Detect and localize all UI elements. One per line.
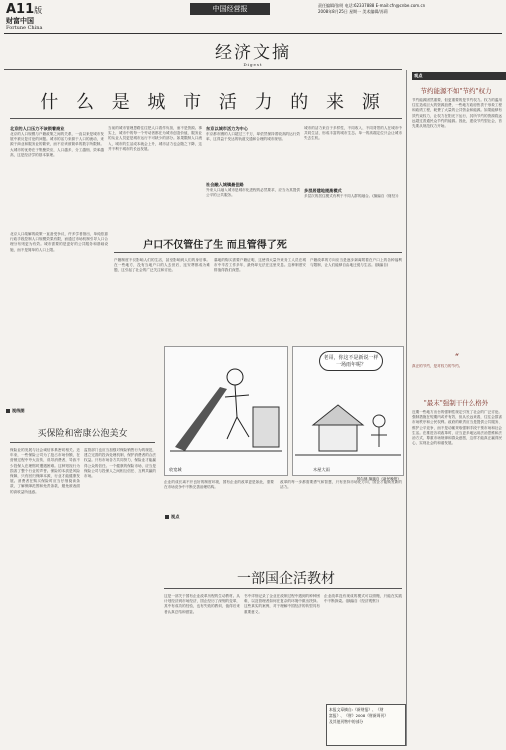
body-text: 改革的每一步都需要勇气和智慧，只有坚持市场化方向，国企才能焕发新的活力。: [280, 480, 402, 490]
body-text: 户籍改革的方向应当是逐步剥离附着在户口上的各种福利与限制，让人们能够自由地迁徙与生活。(摘编自): [310, 258, 402, 268]
body-text: 近期一些地方出台的强制性规定引发了社会的广泛讨论。强制措施在短期内或许有效，但从长远来看，往往会损害市场秩序和公民权利。政府的职责应当是提供公共服务、维护公平竞争，而不是动辄采取强制手段干预市场和社会生活。在推进各项改革时，应当更多地运用法治思维和法治方式，尊重市场规律和群众意愿，这样才能真正赢得民心，实现社会的和谐发展。: [412, 410, 502, 446]
headline-rule: [164, 588, 402, 589]
body-text: 节约能源固然重要，但更重要的是节约权力。权力的滥用往往造成巨大的资源浪费，一些地方政府热衷于形象工程和政绩工程，耗费了大量的公共资金和能源。如果能够有效约束权力，让权力在阳光下运行，其所节约的资源将远远超过普通民众节约的能源。因此，建设节约型社会，首先要从规范权力开始。: [412, 98, 502, 129]
cartoon-caption: 木屋大雨: [313, 467, 330, 472]
article2-headline: 户口不仅管住了生 而且管得了死: [143, 240, 287, 251]
body-text: 城市的活力来自于多样性，不同收入、不同背景的人在城市中共同生活，形成丰富的城市生态。单一的高端定位只会让城市失去生机。: [304, 126, 402, 141]
article2-col3: [310, 258, 402, 340]
body-text: 户籍制度不仅影响人们的生活，甚至影响到人们的身后事。在一些地方，没有当地户口的人去世后，连安葬都成为难题，这引起了社会的广泛关注和讨论。: [114, 258, 210, 273]
article1-col2: [108, 126, 202, 226]
sidebar-quote-mark: “: [454, 352, 460, 361]
info-line: 及其他刊物中的部分: [329, 719, 364, 724]
cartoon-left: [164, 346, 288, 476]
article1-subhead: 东京以城市活力为中心: [206, 126, 248, 131]
contact-line: 责任编辑/张明 电话:62337888 E-mail:cfn@cnbe.com.cn: [318, 3, 426, 8]
section-name-en: Fortune China: [6, 25, 43, 31]
header-divider: [4, 33, 502, 34]
cartoon-right: [292, 346, 404, 481]
body-text: 东京都市圈的人口超过三千万，却依然保持着较高的运行效率，这得益于发达的轨道交通和合理的城市规划。: [206, 132, 300, 142]
article2-col1: [114, 258, 210, 340]
section-title: 经济文摘: [215, 43, 291, 63]
contact-line: 2008年8月25日 星期一 美术编辑/苏莉: [318, 9, 388, 14]
article3-col1: [10, 448, 80, 744]
article4-headline: 一部国企活教材: [237, 571, 335, 587]
info-line: 富报》、《财》2008《财新周刊》: [329, 713, 389, 718]
section-name-cn: 财富中国: [6, 16, 34, 25]
body-text: 多层次的居住模式有利于不同人群的融合。(摘编自《财经》): [304, 194, 399, 198]
page-number: A11版: [6, 2, 43, 17]
body-text: 这是一部关于国有企业改革历程的生动教材。从计划经济到市场经济，国企经历了深刻的变革，其中有成功的经验，也有失败的教训，值得后来者认真总结和借鉴。: [164, 594, 240, 614]
article1-subhead: 多层居建地提高模式: [304, 188, 342, 193]
tag-square-icon: [6, 409, 10, 413]
article3-headline: 买保险和密康公泡美女: [37, 429, 128, 439]
body-text: 当前的城市管理思路往往把人口看作负担，而不是资源。事实上，城市中的每一个劳动者都在为城市创造价值，服务业的从业人员更是城市运行不可缺少的部分。如果限制人口流入，城市的生活成本就会上升，城市活力也会随之下降，这并不利于城市的长远发展。: [108, 126, 202, 151]
info-box: [326, 704, 406, 746]
info-line: 本报文章摘自:《新财报》、《财: [329, 707, 384, 712]
section-tag: 视点: [165, 514, 179, 520]
sidebar-text-1: [412, 98, 502, 348]
article2-col2: [214, 258, 306, 340]
article4-col1: [164, 594, 240, 744]
sidebar-tag: 观点: [412, 72, 506, 80]
sidebar-text-2: [412, 410, 502, 746]
body-text: 书中详细记录了企业在改制过程中遇到的种种困难，以及管理者如何在复杂的环境中做出抉择。这些真实的案例，对于理解中国经济的转型具有重要意义。: [244, 594, 320, 614]
body-text: 墓地的购买需要户籍证明，这使得大量外来务工人员在城市中辛苦工作多年，最终却无法在这里安息。这种制度安排值得我们深思。: [214, 258, 306, 273]
body-text: 北京的人口规模与户籍政策之间的关系，一直以来是城市发展中被反复讨论的问题。城市的活力来源于人口的流动，来源于商业和服务业的繁荣，而不应该被简单的数字所限制。大城市的优势在于集聚效应，人口越多，分工越细，效率越高，这是经济学的基本原理。: [10, 132, 104, 157]
article1-col1: [10, 126, 104, 226]
speech-bubble: 老哥，你这不是新说一样一场雨年呢？: [319, 351, 383, 371]
section-subtitle: Digest: [243, 62, 263, 67]
article1-subhead: 社会融入城镇最佳路: [206, 182, 244, 187]
article-middle-col1: [164, 480, 274, 558]
house-rain-icon: [293, 385, 403, 465]
quote-text: 真正的节约，是对权力的节约。: [412, 364, 463, 368]
headline-rule: [10, 442, 155, 443]
article1-subhead: 北京的人口压力不该锁着商业: [10, 126, 65, 131]
article1-col3: [206, 126, 300, 226]
body-text: 外来人口融入城市是城市化进程的必然要求，应当为其提供公平的公共服务。: [206, 188, 300, 198]
article1-headline: 什 么 是 城 市 活 力 的 来 源: [40, 92, 386, 113]
title-rule: [4, 69, 402, 70]
article1-continued: [10, 232, 108, 344]
page-header: [0, 0, 506, 34]
headline-rule: [10, 118, 402, 119]
header-contacts: [318, 3, 502, 15]
body-text: 北京人口疏解的政策一直备受争议，许多学者指出，单纯依靠行政手段控制人口规模效果有限，而通过市场机制引导人口合理分布则更为有效。城市需要的是更好的公共服务和基础设施，而不是简单的人口上限。: [10, 232, 108, 252]
headline-rule: [114, 252, 402, 253]
body-text: 监管部门也应当加强对保险销售行为的规范，建立完善的投诉处理机制，保护消费者的合法权益。只有市场各方共同努力，保险业才能赢得公众的信任。一个健康的保险市场，应当是保险公司与投保人之间相互信任、互利共赢的市场。: [84, 448, 156, 479]
body-text: 企业的成长离不开良好的制度环境，国有企业的改革更是如此，需要在市场竞争中不断完善治理结构。: [164, 480, 274, 490]
sidebar-quote: [412, 364, 502, 386]
cartoon-credit: 郭尔律 摘摘自《新民晚报》: [356, 477, 401, 481]
article-middle-col2: [280, 480, 402, 558]
article4-col3: [324, 594, 402, 698]
article4-col2: [244, 594, 320, 744]
cartoon-illustration-icon: [165, 347, 287, 465]
sidebar-title-2: "最末"强制干什么格外: [423, 399, 489, 407]
masthead-logo: 中国经营报: [190, 3, 270, 15]
section-tag: 视线图: [6, 408, 25, 414]
article1-col4: [304, 126, 402, 226]
sidebar-title-1: 节约能源不如"节约"权力: [420, 87, 492, 95]
cartoon-caption: 收宽城: [169, 467, 182, 472]
article3-col2: [84, 448, 156, 744]
sidebar-divider: [406, 70, 407, 746]
body-text: 保险业的发展与社会诚信体系密切相关。近年来，一些保险公司为了抢占市场份额，在营销过程中夸大宣传，误导消费者，导致不少投保人在理赔时遭遇困难。这种短视行为损害了整个行业的声誉。保险的本质是风险保障，只有回归保障本源，行业才能健康发展。消费者在购买保险时应当仔细阅读条款，了解保障范围和免责条款，避免被表面的高收益所迷惑。: [10, 448, 80, 494]
body-text: 企业改革没有现成的模式可以照搬，只能在实践中不断探索。(摘编自《经济观察》): [324, 594, 402, 604]
